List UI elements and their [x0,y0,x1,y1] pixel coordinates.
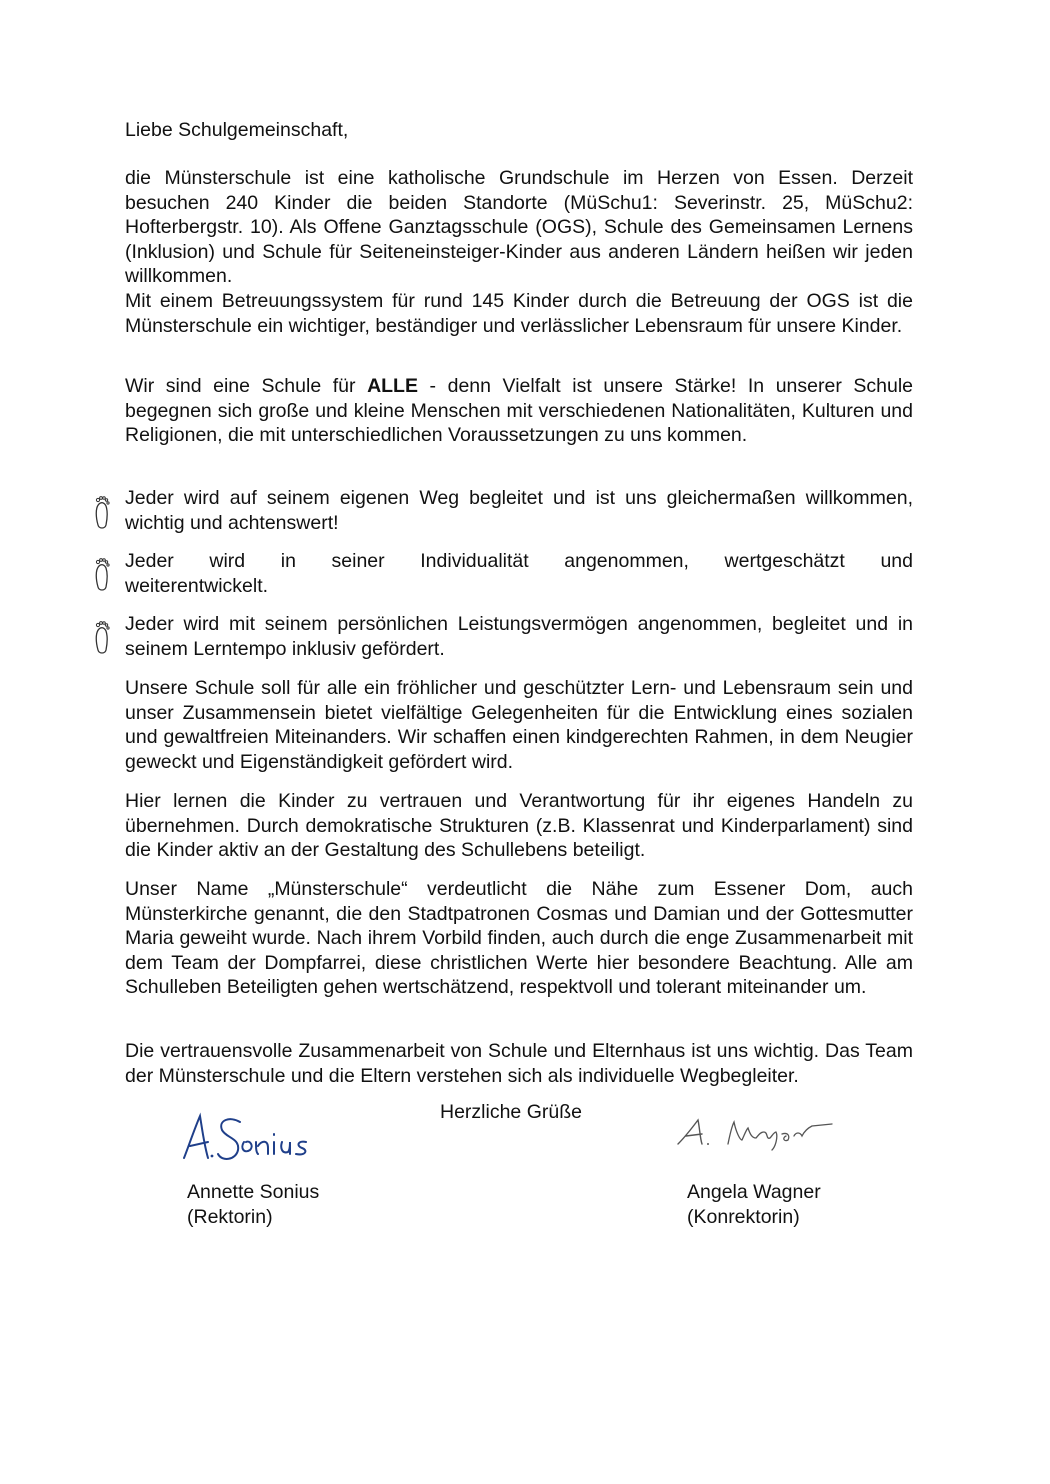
paragraph-intro [125,166,913,338]
paragraph-diversity [125,374,913,448]
paragraph-diversity-post: - denn Vielfalt ist unsere Stärke! In unserer Schule begegnen sich große und kleine Menschen mit verschiedenen Nationalitäten, Kulturen und Religionen, die mit unterschiedlichen Voraussetzungen zu uns kommen. [125,375,913,447]
signature-wagner [672,1114,842,1154]
paragraph-diversity-pre: Wir sind eine Schule für [125,375,368,397]
bullet-item-1: Jeder wird auf seinem eigenen Weg begleitet und ist uns gleichermaßen willkommen, wichtig und achtenswert! [125,487,913,534]
paragraph-cooperation: Die vertrauensvolle Zusammenarbeit von Schule und Elternhaus ist uns wichtig. Das Team der Münsterschule und die Eltern verstehen sich als individuelle Wegbegleiter. [125,1040,913,1087]
bullet-item-2-line-1: Jeder wird in seiner Individualität angenommen, wertgeschätzt und [125,550,913,572]
footprint-icon [91,492,115,532]
footprint-icon [91,554,115,594]
signer-1-name: Annette Sonius [187,1181,320,1203]
closing-greeting: Herzliche Grüße [440,1101,582,1123]
paragraph-responsibility: Hier lernen die Kinder zu vertrauen und Verantwortung für ihr eigenes Handeln zu übernehmen. Durch demokratische Strukturen (z.B. Klassenrat und Kinderparlament) sind die Kinder aktiv an der Gestaltung des Schullebens beteiligt. [125,790,913,862]
signer-2-role: (Konrektorin) [687,1205,800,1228]
bullet-item-3: Jeder wird mit seinem persönlichen Leistungsvermögen angenommen, begleitet und in seinem Lerntempo inklusiv gefördert. [125,613,913,660]
signer-2 [687,1180,821,1229]
signature-sonius [178,1108,318,1166]
paragraph-name: Unser Name „Münsterschule“ verdeutlicht die Nähe zum Essener Dom, auch Münsterkirche genannt, die den Stadtpatronen Cosmas und Damian und der Gottesmutter Maria geweiht wurde. Nach ihrem Vorbild finden, auch durch die enge Zusammenarbeit mit dem Team der Dompfarrei, diese christlichen Werte hier besondere Beachtung. Alle am Schulleben Beteiligten gehen wertschätzend, respektvoll und tolerant miteinander um. [125,878,913,999]
paragraph-diversity-emphasis: ALLE [367,375,418,397]
signer-1-role: (Rektorin) [187,1205,273,1228]
bullet-item-2 [125,549,913,598]
paragraph-intro-care-text: Mit einem Betreuungssystem für rund 145 Kinder durch die Betreuung der OGS ist die Münsterschule ein wichtiger, beständiger und verlässlicher Lebensraum für unsere Kinder. [125,289,913,337]
paragraph-intro-text: die Münsterschule ist eine katholische Grundschule im Herzen von Essen. Derzeit besuchen 240 Kinder die beiden Standorte (MüSchu1: Severinstr. 25, MüSchu2: Hofterbergstr. 10). Als Offene Ganztagsschule (OGS), Schule des Gemeinsamen Lernens (Inklusion) und Schule für Seiteneinsteiger-Kinder aus anderen Ländern heißen wir jeden willkommen. [125,167,913,288]
signer-2-name: Angela Wagner [687,1181,821,1203]
signer-1 [187,1180,319,1229]
paragraph-school-life: Unsere Schule soll für alle ein fröhlicher und geschützter Lern- und Lebensraum sein und unser Zusammensein bietet vielfältige Gelegenheiten für die Entwicklung eines sozialen und gewaltfreien Miteinanders. Wir schaffen einen kindgerechten Rahmen, in dem Neugier geweckt und Eigenständigkeit gefördert wird. [125,677,913,773]
footprint-icon [91,617,115,657]
bullet-item-2-line-2: weiterentwickelt. [125,574,269,597]
salutation: Liebe Schulgemeinschaft, [125,119,349,141]
